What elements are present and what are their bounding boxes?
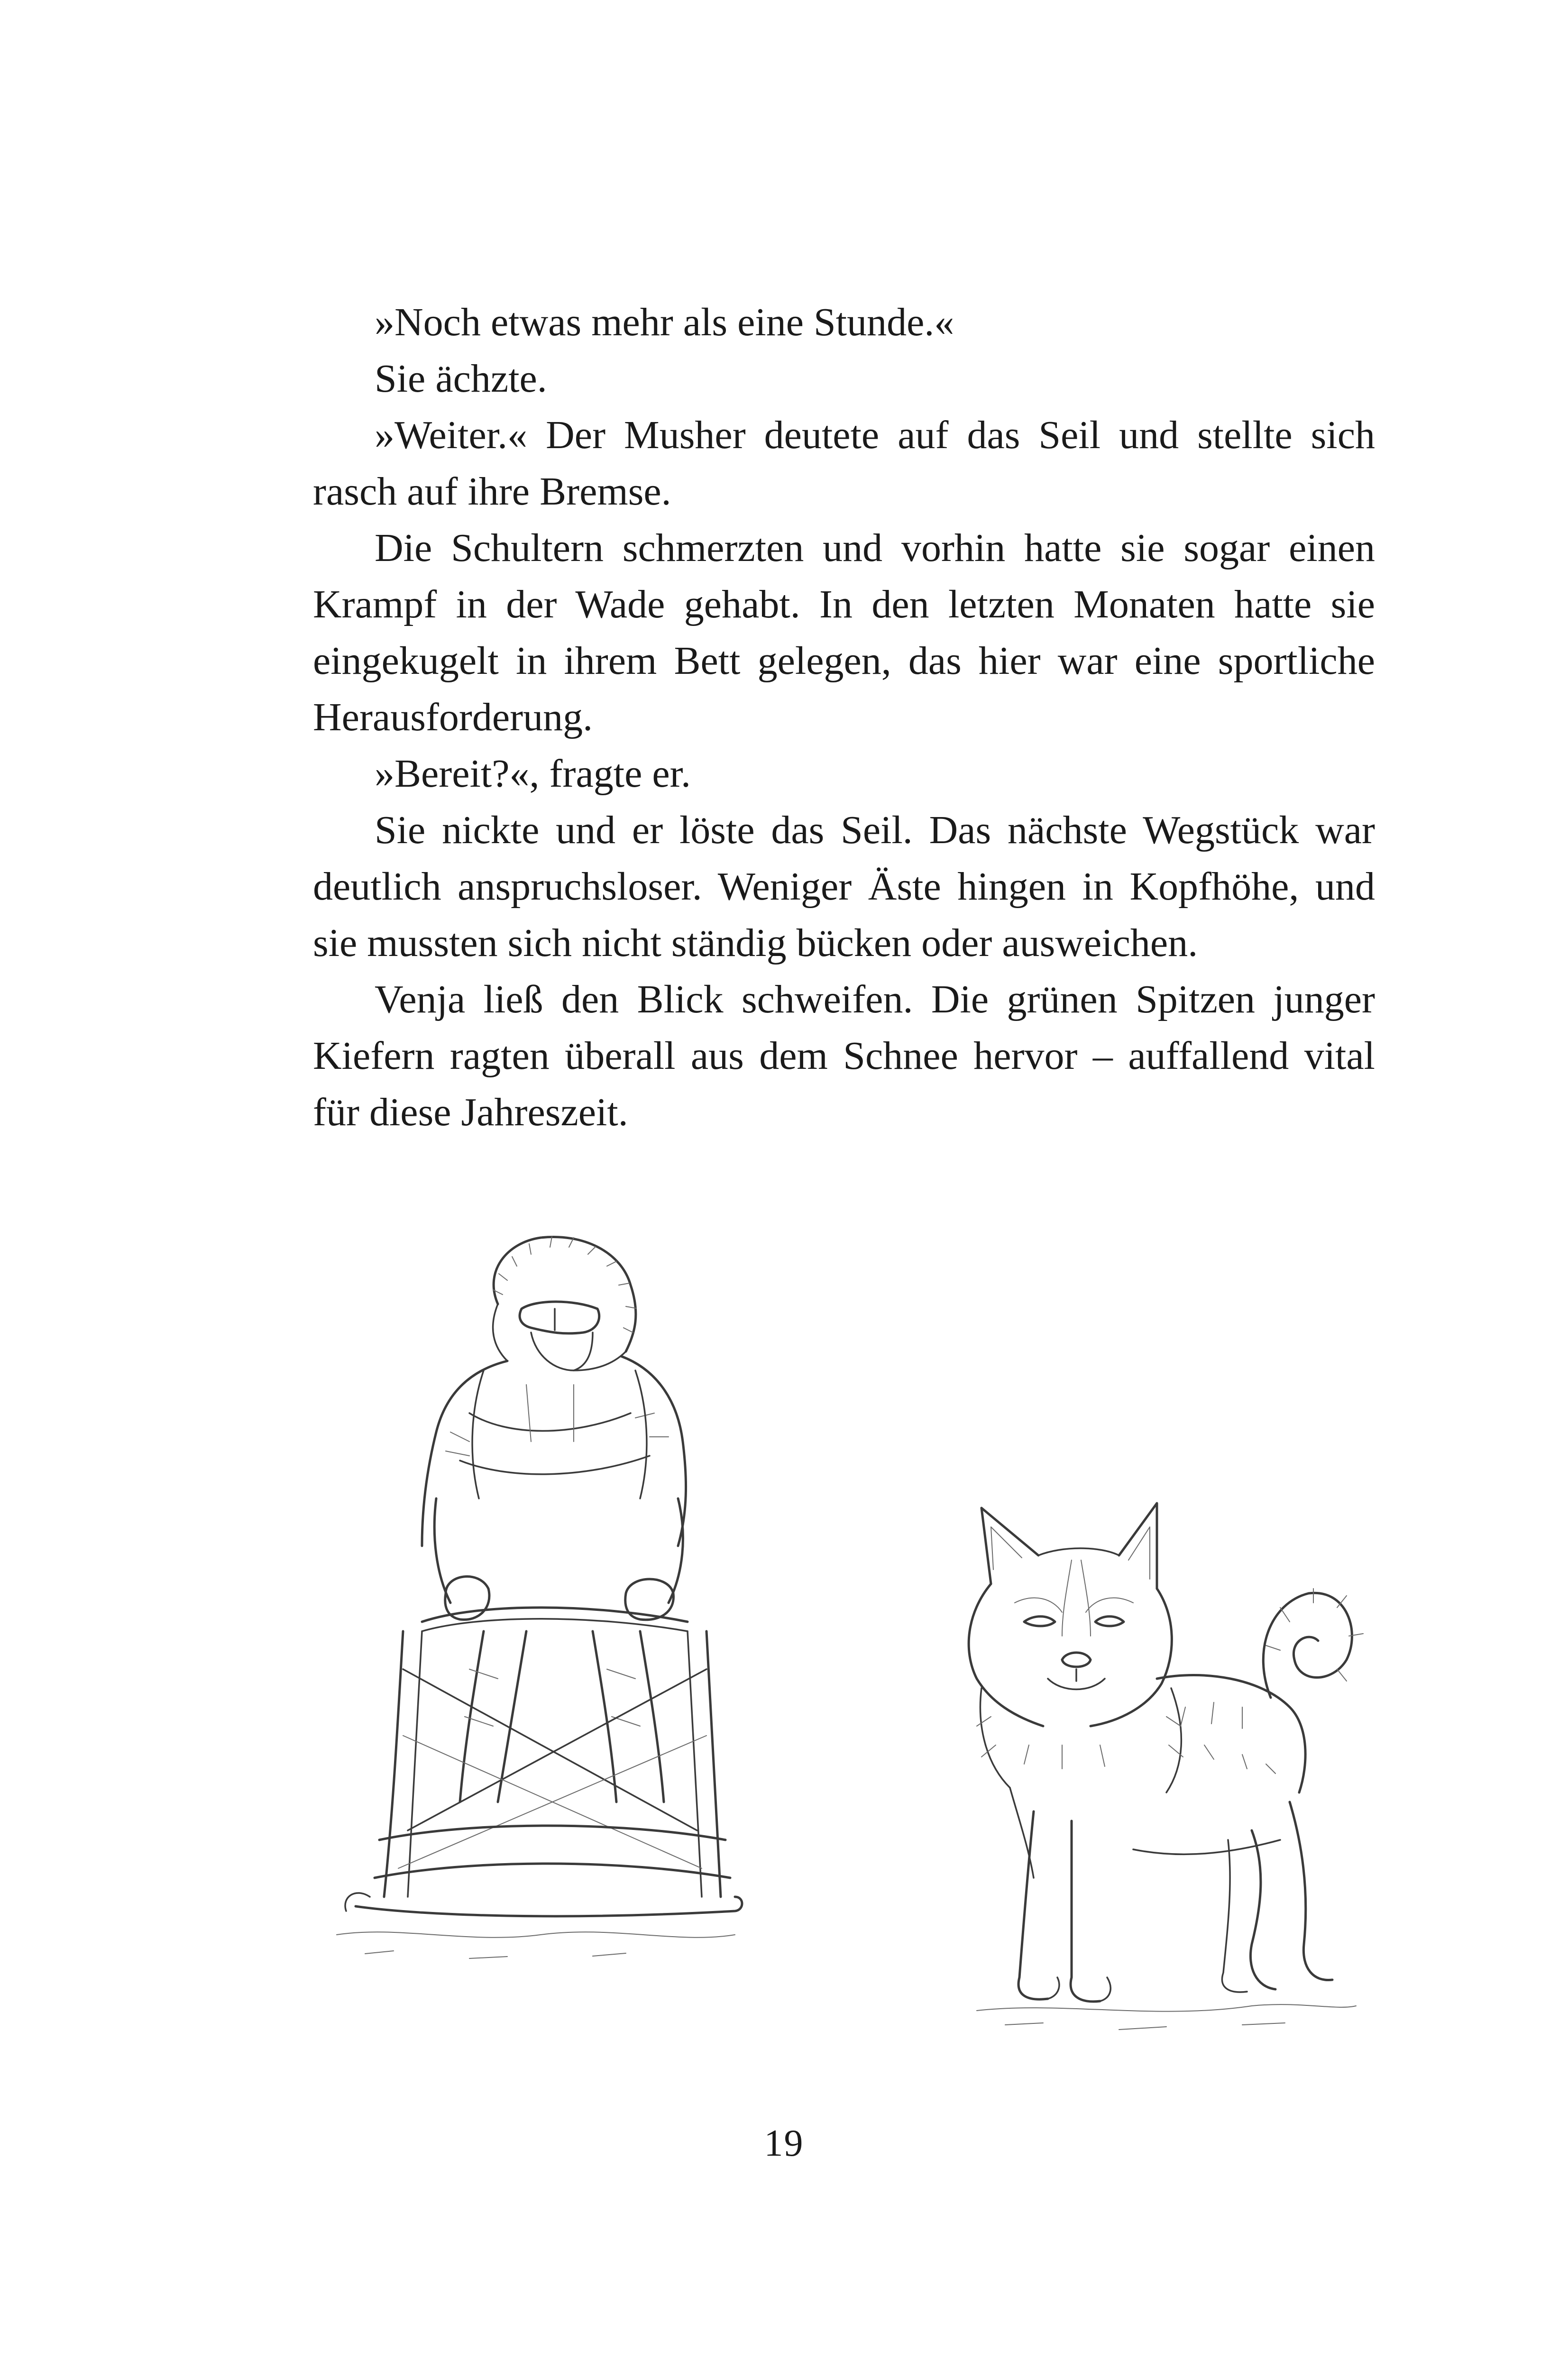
- page-number: 19: [764, 2123, 804, 2164]
- paragraph: »Weiter.« Der Musher deutete auf das Seil und stellte sich rasch auf ihre Bremse.: [313, 413, 1375, 514]
- paragraph: »Bereit?«, fragte er.: [375, 752, 691, 796]
- paragraph: Sie ächzte.: [375, 357, 547, 401]
- body-text: [313, 294, 1375, 1140]
- musher-sled-illustration: [327, 1214, 744, 1992]
- paragraph: Venja ließ den Blick schweifen. Die grünen Spitzen junger Kiefern ragten überall aus dem Schnee hervor – auffallend vital für diese Jahreszeit.: [313, 977, 1375, 1134]
- husky-dog-icon: [920, 1480, 1366, 2049]
- paragraph: Die Schultern schmerzten und vorhin hatte sie sogar einen Krampf in der Wade gehabt. In den letzten Monaten hatte sie eingekugelt in ihrem Bett gelegen, das hier war eine sportliche Herausforderung.: [313, 526, 1375, 739]
- paragraph: Sie nickte und er löste das Seil. Das nächste Wegstück war deutlich anspruchsloser. Weniger Äste hingen in Kopfhöhe, und sie mussten sich nicht ständig bücken oder ausweichen.: [313, 808, 1375, 965]
- husky-illustration: [920, 1480, 1366, 2049]
- paragraph: »Noch etwas mehr als eine Stunde.«: [375, 300, 954, 344]
- musher-on-sled-icon: [327, 1214, 744, 1992]
